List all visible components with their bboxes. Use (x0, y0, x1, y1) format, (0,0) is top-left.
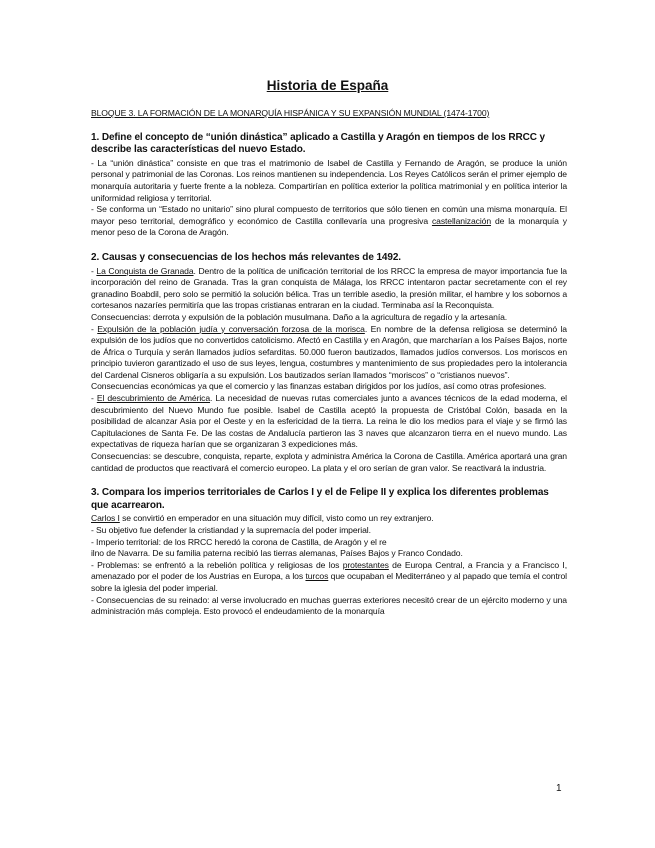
text-run: de la monarquía y menor peso de la Corona de Aragón. (91, 215, 567, 238)
question-2-paragraph-6: Consecuencias: se descubre, conquista, reparte, explota y administra América la Corona de Castilla. América aportará una gran cantidad de productos que reactivará el comercio europeo. La plata y el oro serían de gran valor. Se reactivará la industria. (91, 451, 567, 473)
underlined-term: turcos (305, 571, 329, 582)
text-run: se convirtió en emperador en una situación muy difícil, visto como un rey extranjero. (119, 513, 434, 524)
question-3-paragraph-2: - Su objetivo fue defender la cristiandad y la supremacía del poder imperial. (91, 525, 371, 535)
underlined-term: protestantes (342, 559, 389, 570)
question-2 (91, 252, 567, 474)
text-run: . Dentro de la política de unificación territorial de los RRCC la empresa de mayor importancia fue la incorporación del reino de Granada. Tras la gran conquista de Málaga, los RRCC intentaron pactar secretamente con el rey granadino Boabdil, pero solo se permitió la solución bélica. Tras un terrible asedio, la presión militar, el hambre y los sobornos a cortesanos nazaríes permitiría que las tropas cristianas entraran en la ciudad. Terminaba así la Reconquista. (91, 265, 567, 311)
question-1 (91, 132, 567, 239)
underlined-term: El descubrimiento de América (96, 393, 211, 404)
underlined-term: La Conquista de Granada (96, 265, 194, 276)
question-1-paragraph-1: - La “unión dinástica” consiste en que tras el matrimonio de Isabel de Castilla y Fernando de Aragón, se produce la unión personal y patrimonial de las Coronas. Los reinos mantienen su independencia. Los Reyes Católicos serán el primer ejemplo de monarquía autoritaria y fuerte frente a la nobleza. Compartirían en política exterior la política matrimonial y en política interior la uniformidad religiosa y territorial. (91, 157, 567, 203)
text-run: . En nombre de la defensa religiosa se determinó la expulsión de los judíos que no convertidos catolicismo. Afectó en Castilla y en Aragón, que marcharían a los Países Bajos, norte de África o Turquía y serán llamados judíos sefarditas. 50.000 fueron bautizados, llamados judíos conversos. Los moriscos en principio tuvieron garantizado el uso de sus leyes, lengua, costumbres y mantenimiento de sus propiedades pero la intolerancia del Cardenal Cisneros obligaría a su expulsión. Los bautizados serían llamados “moriscos” o “cristianos nuevos”. (91, 323, 567, 380)
question-2-title: 2. Causas y consecuencias de los hechos más relevantes de 1492. (91, 251, 401, 263)
question-2-paragraph-4: Consecuencias económicas ya que el comercio y las finanzas estaban dirigidos por los judíos, así como otras profesiones. (91, 381, 547, 392)
text-run: - (91, 265, 97, 276)
page-number: 1 (556, 783, 562, 794)
text-run: - Se conforma un “Estado no unitario” sino plural compuesto de territorios que sólo tienen en común una misma monarquía. El mayor peso territorial, demográfico y económico de Castilla conllevaría una progresiva (91, 204, 567, 226)
text-run: - (91, 393, 97, 404)
block-heading: BLOQUE 3. LA FORMACIÓN DE LA MONARQUÍA HISPÁNICA Y SU EXPANSIÓN MUNDIAL (1474-1700) (91, 108, 490, 118)
underlined-term: castellanización (431, 215, 492, 226)
question-3-paragraph-1 (91, 513, 567, 525)
underlined-term: Carlos I (91, 513, 120, 524)
text-run: . La necesidad de nuevas rutas comerciales junto a avances técnicos de la edad moderna, el descubrimiento del Nuevo Mundo fue posible. Isabel de Castilla aceptó la propuesta de Cristóbal Colón, basada en la posibilidad de alcanzar Asia por el Oeste y en la esfericidad de la tierra. La reina le dio los medios para el viaje y se firmó las Capitulaciones de Santa Fe. De las costas de Andalucía partieron las 3 naves que alcanzaron tierra en el nuevo mundo. Las expectativas de riqueza harían que se organizaran 3 expediciones más. (91, 393, 567, 450)
question-2-paragraph-1 (91, 266, 567, 312)
question-3 (91, 487, 567, 618)
text-run: que ocupaban el Mediterráneo y al papado que temía el control sobre la iglesia del poder imperial. (91, 571, 567, 593)
text-run: - (91, 323, 98, 334)
text-run: de Europa Central, a Francia y a Francisco I, amenazado por el poder de los Austrias en Europa, a los (91, 559, 567, 582)
question-3-paragraph-4: ilno de Navarra. De su familia paterna recibió las tierras alemanas, Países Bajos y Franco Condado. (91, 548, 463, 559)
question-2-paragraph-5 (91, 393, 567, 451)
question-3-paragraph-6: - Consecuencias de su reinado: al verse involucrado en muchas guerras exteriores necesitó crear de un ejército moderno y una administración más compleja. Esto provocó el endeudamiento de la monarquía (91, 594, 567, 617)
text-run: - Problemas: se enfrentó a la rebelión política y religiosas de los (91, 559, 343, 570)
question-1-paragraph-2 (91, 204, 567, 239)
question-3-paragraph-5 (91, 560, 567, 595)
question-2-paragraph-2: Consecuencias: derrota y expulsión de la población musulmana. Daño a la agricultura de regadío y la artesanía. (91, 311, 508, 322)
document-body (91, 108, 567, 618)
question-3-title: 3. Compara los imperios territoriales de Carlos I y el de Felipe II y explica los diferentes problemas que acarrearon. (91, 487, 549, 511)
underlined-term: Expulsión de la población judía y conversación forzosa de la morisca (97, 323, 365, 334)
page-title: Historia de España (266, 78, 389, 93)
question-3-paragraph-3: - Imperio territorial: de los RRCC heredó la corona de Castilla, de Aragón y el re (91, 536, 387, 547)
question-2-paragraph-3 (91, 324, 567, 382)
question-1-title: 1. Define el concepto de “unión dinástica” aplicado a Castilla y Aragón en tiempos de los RRCC y describe las características del nuevo Estado. (91, 131, 546, 156)
